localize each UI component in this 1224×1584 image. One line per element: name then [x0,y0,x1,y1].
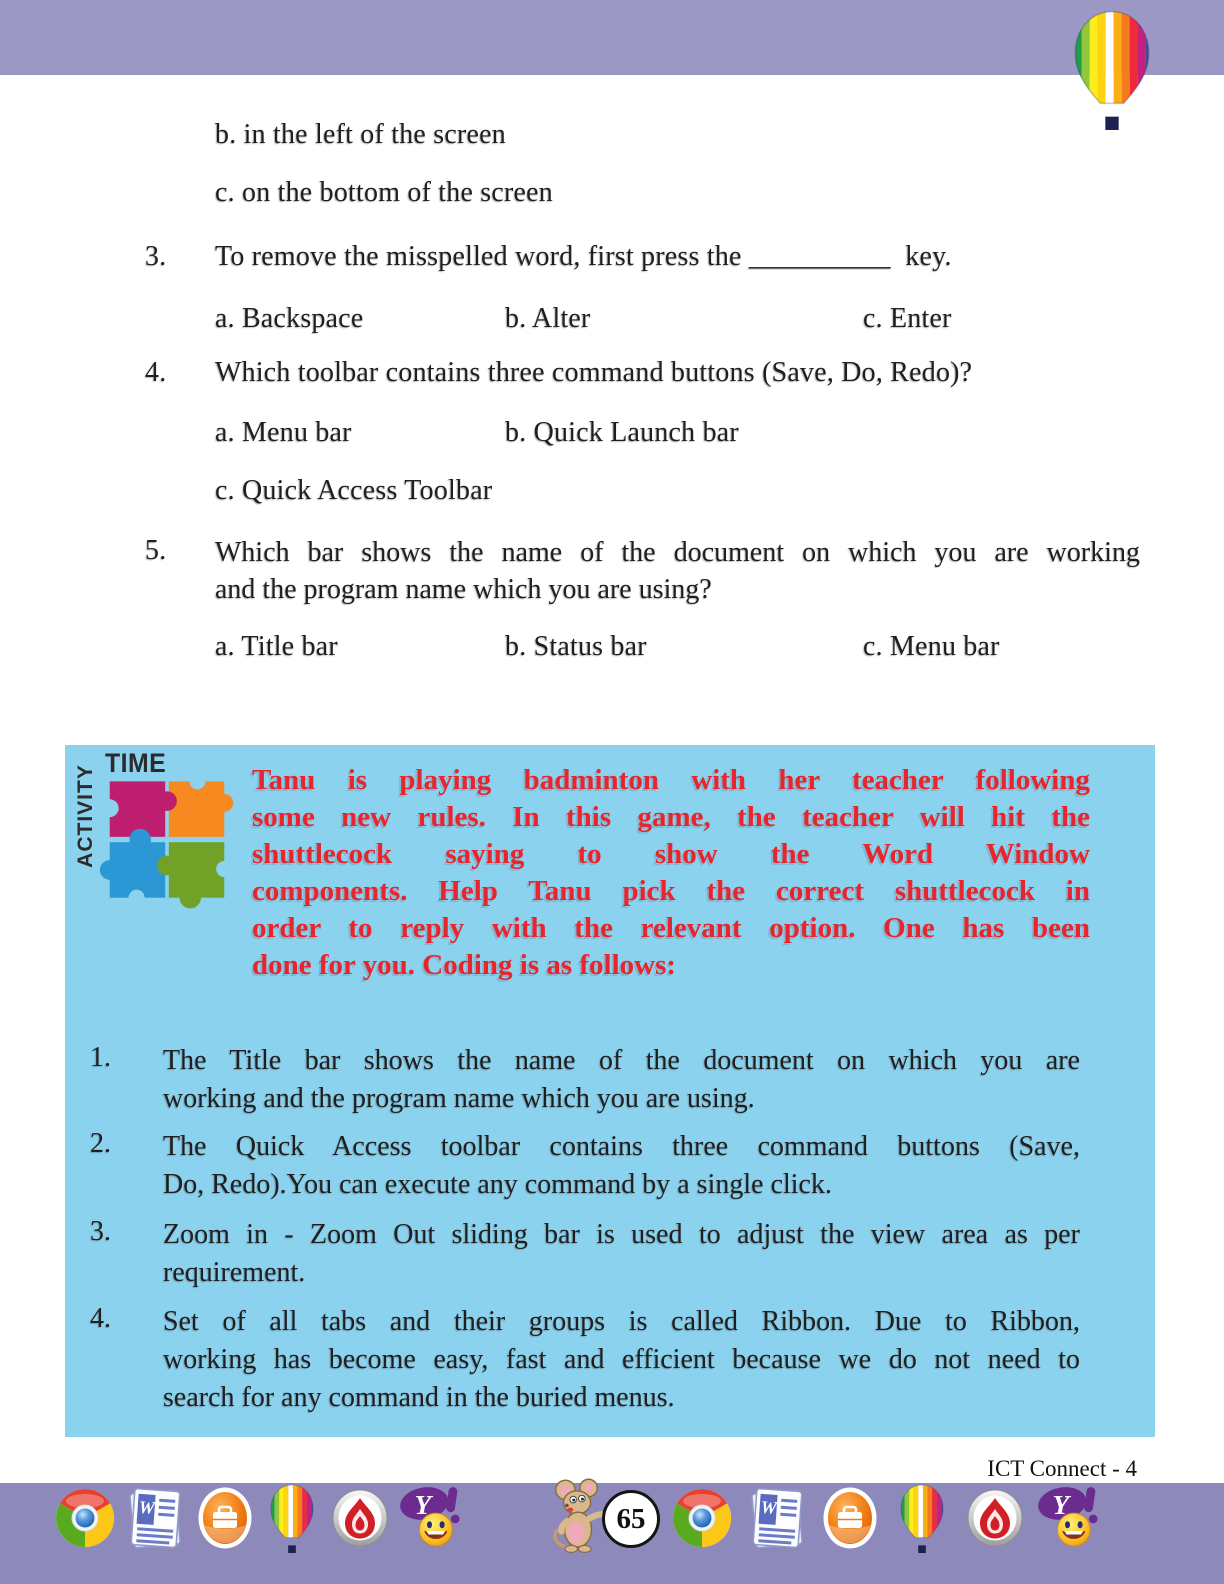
briefcase-icon [823,1487,877,1554]
q3-number: 3. [145,241,167,272]
text-line: done for you. Coding is as follows: [252,949,677,981]
activity-time-logo [74,748,245,937]
mouse-mascot [549,1477,607,1560]
hot-air-balloon-icon [899,1484,945,1558]
flame-icon [332,1489,388,1552]
q3-option-a: a. Backspace [215,303,364,334]
text-line: order to reply with the relevant option. One has been [252,912,1090,944]
text-line: some new rules. In this game, the teacher will hit the [252,801,1090,833]
hot-air-balloon-icon [1072,10,1152,130]
chrome-icon [672,1488,732,1553]
flame-icon [967,1489,1023,1552]
option-b-carryover: b. in the left of the screen [215,119,506,150]
q4-option-b: b. Quick Launch bar [505,417,739,448]
chrome-icon [55,1488,115,1553]
hot-air-balloon-icon [269,1484,315,1558]
text-line: search for any command in the buried menus. [163,1382,675,1413]
coding-item-1-number: 1. [90,1042,111,1073]
q3-text: To remove the misspelled word, first press the __________ key. [215,241,952,272]
text-line: The Title bar shows the name of the document on which you are [163,1045,1080,1076]
activity-time-panel [65,745,1155,1437]
activity-instructions [252,762,1090,984]
q5-option-b: b. Status bar [505,631,647,662]
yahoo-messenger-icon [399,1485,461,1554]
text-line: components. Help Tanu pick the correct shuttlecock in [252,875,1090,907]
q4-option-a: a. Menu bar [215,417,352,448]
q4-number: 4. [145,357,167,388]
hot-air-balloon-logo [1072,10,1152,130]
page-number-badge: 65 [602,1490,660,1548]
book-title: ICT Connect - 4 [987,1456,1137,1481]
coding-item-3-number: 3. [90,1216,111,1247]
text-line: Zoom in - Zoom Out sliding bar is used to adjust the view area as per [163,1219,1080,1250]
q5-option-a: a. Title bar [215,631,338,662]
word-document-icon [127,1487,183,1554]
coding-item-1-text [163,1042,1080,1118]
text-line: Set of all tabs and their groups is called Ribbon. Due to Ribbon, [163,1306,1080,1337]
logo-word-activity: ACTIVITY [74,764,97,868]
header-bar [0,0,1224,75]
text-line: shuttlecock saying to show the Word Window [252,838,1090,870]
q4-text: Which toolbar contains three command buttons (Save, Do, Redo)? [215,357,973,388]
coding-item-4-number: 4. [90,1303,111,1334]
q3-option-c: c. Enter [863,303,952,334]
text-line: working and the program name which you are using. [163,1083,755,1114]
text-line: Tanu is playing badminton with her teacher following [252,764,1090,796]
q3-option-b: b. Alter [505,303,591,334]
coding-item-2-text [163,1128,1080,1204]
text-line: and the program name which you are using? [215,574,712,605]
q4-option-c: c. Quick Access Toolbar [215,475,493,506]
q5-number: 5. [145,535,167,566]
word-document-icon [749,1487,805,1554]
coding-item-3-text [163,1216,1080,1292]
q5-text [215,534,1140,608]
text-line: working has become easy, fast and efficient because we do not need to [163,1344,1080,1375]
yahoo-messenger-icon [1037,1485,1099,1554]
puzzle-pieces-icon [97,776,237,912]
briefcase-icon [198,1487,252,1554]
text-line: requirement. [163,1257,306,1288]
q5-option-c: c. Menu bar [863,631,1000,662]
text-line: The Quick Access toolbar contains three command buttons (Save, [163,1131,1080,1162]
text-line: Do, Redo).You can execute any command by a single click. [163,1169,832,1200]
logo-word-time: TIME [105,748,167,778]
text-line: Which bar shows the name of the document on which you are working [215,537,1140,568]
coding-item-2-number: 2. [90,1128,111,1159]
option-c-carryover: c. on the bottom of the screen [215,177,554,208]
coding-item-4-text [163,1303,1080,1417]
